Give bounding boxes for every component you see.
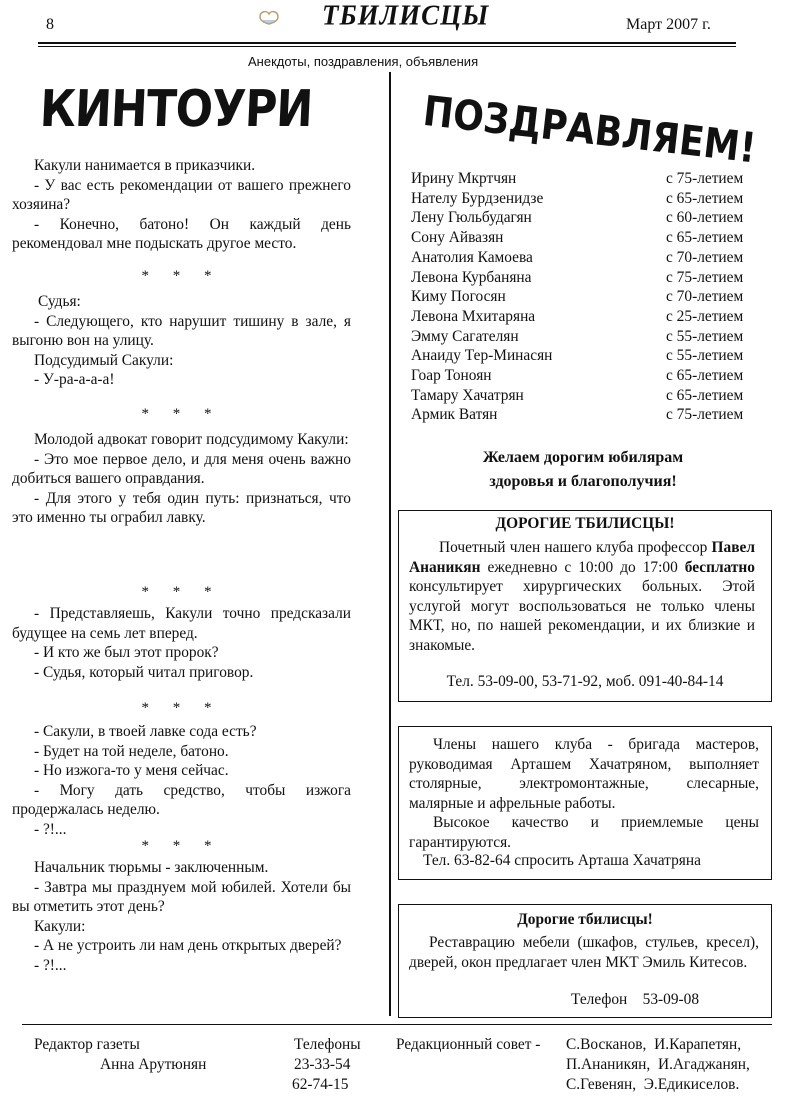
joke-line: - У-ра-а-а-а! xyxy=(34,371,115,389)
joke-line: - Завтра мы празднуем мой юбилей. Хотели бы вы отметить этот день? xyxy=(12,878,351,916)
wish-line: Желаем дорогим юбилярам xyxy=(482,449,684,466)
board-members: П.Ананикян, И.Агаджанян, xyxy=(566,1056,750,1073)
congrats-name: Анаиду Тер-Минасян xyxy=(411,347,553,365)
congrats-name: Гоар Тоноян xyxy=(411,367,492,384)
ad-text: ежедневно с 10:00 до 17:00 xyxy=(480,558,685,576)
stars-separator: * * * xyxy=(141,584,222,600)
joke-line: - Следующего, кто нарушит тишину в зале, я выгоню вон на улицу. xyxy=(12,312,351,350)
header-rule-thin xyxy=(38,46,736,47)
page-number: 8 xyxy=(46,16,54,33)
joke-2 xyxy=(12,292,351,390)
stars-separator: * * * xyxy=(141,268,222,284)
footer-phone: 23-33-54 xyxy=(294,1056,351,1073)
congrats-name: Лену Гюльбудагян xyxy=(411,209,532,227)
ad-body: Члены нашего клуба - бригада мастеров, руководимая Арташем Хачатряном, выполняет столярные, электромонтажные, слесарные, малярные и афрельные работы. xyxy=(409,736,759,812)
congrats-anniversary: с 65-летием xyxy=(666,229,744,247)
congrats-name: Армик Ватян xyxy=(411,406,498,424)
congrats-anniversary: с 65-летием xyxy=(666,189,744,207)
ad-craftsmen-box xyxy=(398,726,772,880)
issue-date: Март 2007 г. xyxy=(626,16,711,33)
phone-number: 53-09-08 xyxy=(642,991,700,1008)
congrats-anniversary: с 55-летием xyxy=(666,347,744,365)
ad-phones xyxy=(571,991,699,1009)
congrats-anniversary: с 65-летием xyxy=(666,367,744,384)
footer-rule xyxy=(22,1024,772,1025)
ad-phones: Тел. 53-09-00, 53-71-92, моб. 091-40-84-14 xyxy=(446,673,724,690)
joke-line: - ?!... xyxy=(34,956,67,974)
joke-line: - У вас есть рекомендации от вашего прежнего хозяина? xyxy=(12,176,351,214)
joke-line: - Конечно, батоно! Он каждый день рекомендовал мне подыскать другое место. xyxy=(12,215,351,253)
editor-name: Анна Арутюнян xyxy=(100,1056,207,1073)
newspaper-masthead: ТБИЛИСЦЫ xyxy=(322,0,490,31)
footer-phone: 62-74-15 xyxy=(292,1076,349,1093)
joke-line: - И кто же был этот пророк? xyxy=(34,644,219,662)
congrats-anniversary: с 75-летием xyxy=(666,170,744,187)
joke-line: - Могу дать средство, чтобы изжога продержалась неделю. xyxy=(12,781,351,819)
ad-phones: Тел. 63-82-64 спросить Арташа Хачатряна xyxy=(423,852,701,869)
joke-line: - Судья, который читал приговор. xyxy=(34,663,254,681)
congrats-name: Ирину Мкртчян xyxy=(411,170,517,187)
joke-4 xyxy=(12,604,351,682)
joke-line: Судья: xyxy=(38,293,81,310)
joke-line: Подсудимый Сакули: xyxy=(34,351,174,369)
congrats-name: Киму Погосян xyxy=(411,288,506,306)
congrats-title: ПОЗДРАВЛЯЕМ! xyxy=(420,88,759,173)
section-caption: Анекдоты, поздравления, объявления xyxy=(248,54,479,69)
ad-text: консультирует хирургических больных. Этой услугой могут воспользоваться не только члены МКТ, но, по нашей рекомендации, и их близкие и знакомые. xyxy=(409,578,755,654)
phone-label: Телефон xyxy=(571,991,628,1008)
congrats-wish xyxy=(396,446,770,494)
doctor-name: Павел Ананикян xyxy=(409,539,755,576)
wish-line: здоровья и благополучия! xyxy=(489,473,677,490)
congrats-anniversary: с 70-летием xyxy=(666,288,744,306)
joke-line: - Но изжога-то у меня сейчас. xyxy=(34,762,229,780)
ad-text: Почетный член нашего клуба профессор xyxy=(439,539,708,556)
editor-label: Редактор газеты xyxy=(34,1036,140,1053)
emblem-icon xyxy=(258,8,280,26)
congrats-anniversary: с 75-летием xyxy=(666,268,744,286)
joke-line: - ?!... xyxy=(34,820,67,838)
congrats-anniversary: с 75-летием xyxy=(666,406,744,424)
ad-furniture-box xyxy=(398,904,772,1018)
joke-5 xyxy=(12,722,351,840)
congrats-anniversary: с 65-летием xyxy=(666,386,744,404)
joke-line: Молодой адвокат говорит подсудимому Какули: xyxy=(34,431,349,448)
stars-separator: * * * xyxy=(141,700,222,716)
congrats-anniversary: с 60-летием xyxy=(666,209,744,227)
ad-body: Реставрацию мебели (шкафов, стульев, кресел), дверей, окон предлагает член МКТ Эмиль Китесов. xyxy=(409,934,759,971)
ad-professor-box xyxy=(398,510,772,702)
joke-line: - Будет на той неделе, батоно. xyxy=(34,742,229,760)
jokes-title: КИНТОУРИ xyxy=(38,80,314,139)
ad-heading: Дорогие тбилисцы! xyxy=(517,911,653,928)
joke-line: Какули нанимается в приказчики. xyxy=(34,157,256,174)
congrats-name: Тамару Хачатрян xyxy=(411,386,524,404)
joke-line: - Для этого у тебя один путь: признаться, что это именно ты ограбил лавку. xyxy=(12,489,351,527)
congrats-name: Нателу Бурдзенидзе xyxy=(411,189,544,207)
joke-line: Начальник тюрьмы - заключенным. xyxy=(34,859,269,876)
board-label: Редакционный совет - xyxy=(396,1036,541,1053)
joke-line: - А не устроить ли нам день открытых дверей? xyxy=(34,937,342,955)
stars-separator: * * * xyxy=(141,406,222,422)
congrats-name: Левона Курбаняна xyxy=(411,268,532,286)
joke-line: - Представляешь, Какули точно предсказали будущее на семь лет вперед. xyxy=(12,605,351,642)
congrats-anniversary: с 70-летием xyxy=(666,248,744,266)
ad-body xyxy=(409,538,755,656)
joke-1 xyxy=(12,156,351,254)
phones-label: Телефоны xyxy=(294,1036,361,1053)
board-members: С.Восканов, И.Карапетян, xyxy=(566,1036,742,1053)
board-members: С.Гевенян, Э.Едикиселов. xyxy=(566,1076,740,1093)
joke-line: - Это мое первое дело, и для меня очень важно добиться вашего оправдания. xyxy=(12,450,351,488)
header-rule xyxy=(38,42,736,44)
congrats-name: Сону Айвазян xyxy=(411,229,504,247)
congrats-name: Эмму Сагателян xyxy=(411,327,519,345)
ad-heading: ДОРОГИЕ ТБИЛИСЦЫ! xyxy=(495,515,675,532)
joke-3 xyxy=(12,430,351,528)
congrats-anniversary: с 55-летием xyxy=(666,327,744,345)
ad-body: Высокое качество и приемлемые цены гарантируются. xyxy=(409,814,759,851)
congrats-name: Анатолия Камоева xyxy=(411,248,533,266)
joke-line: - Сакули, в твоей лавке сода есть? xyxy=(34,723,257,740)
joke-line: Какули: xyxy=(34,917,86,935)
column-divider xyxy=(389,72,391,1016)
stars-separator: * * * xyxy=(141,838,222,854)
joke-6 xyxy=(12,858,351,976)
congrats-name: Левона Мхитаряна xyxy=(411,307,536,325)
congrats-anniversary: с 25-летием xyxy=(666,307,744,325)
free-label: бесплатно xyxy=(684,558,755,576)
